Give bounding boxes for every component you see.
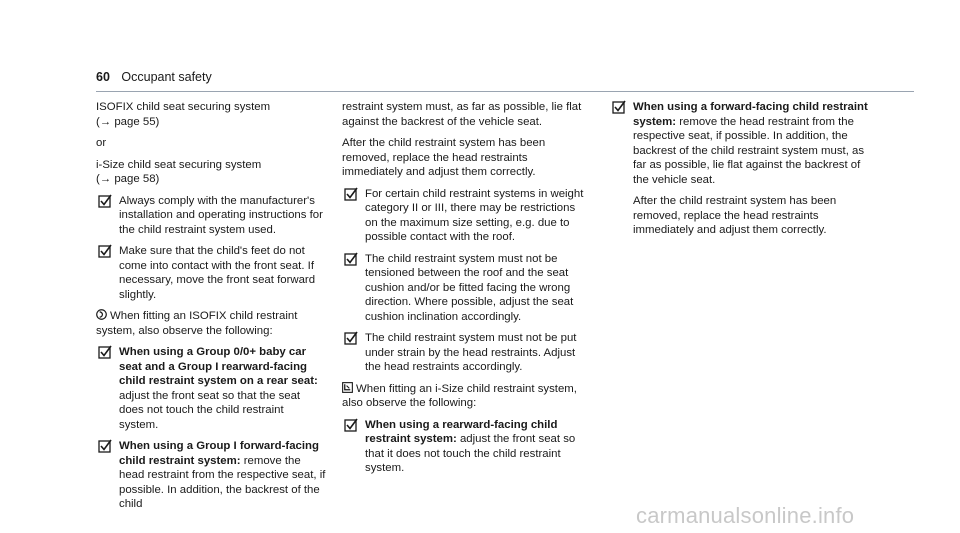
isize-note [342, 382, 590, 411]
isofix-reference [96, 100, 326, 129]
checkbox-icon [98, 345, 112, 359]
list-item [342, 331, 590, 375]
checkbox-icon [344, 331, 358, 345]
isofix-note [96, 309, 326, 338]
item-text: adjust the front seat so that it does not touch the child restraint system. [365, 433, 576, 474]
item-text: Always comply with the manufacturer's installation and operating instructions for the child restraint system used. [119, 194, 323, 236]
isize-icon [342, 382, 353, 393]
item-text: adjust the front seat so that the seat does not touch the child restraint system. [119, 389, 301, 431]
after-removal-text: After the child restraint system has been removed, replace the head restraints immediately and adjust them correctly. [342, 137, 546, 178]
item-text: remove the head restraint from the respective seat, if possible. In addition, the backrest of the child [119, 454, 326, 510]
after-removal-text: After the child restraint system has been removed, replace the head restraints immediately and adjust them correctly. [633, 195, 837, 236]
item-text: remove the head restraint from the respective seat, if possible. In addition, the backrest of the child restraint system must, as far as possible, lie flat against the backrest of the vehicle seat. [633, 115, 865, 186]
item-heading: When using a Group I forward-facing child restraint system: [119, 440, 319, 467]
watermark: carmanualsonline.info [636, 503, 855, 528]
isize-reference [96, 158, 326, 187]
list-item [610, 100, 870, 187]
page-header [96, 70, 212, 84]
page-55-link[interactable]: (→ page 55) [96, 115, 160, 128]
item-heading: When using a Group 0/0+ baby car seat and a Group I rearward-facing child restraint system on a rear seat: [119, 346, 318, 387]
checkbox-icon [344, 187, 358, 201]
item-text: For certain child restraint systems in weight category II or III, there may be restrictions on the maximum size setting, e.g. due to possible contact with the roof. [365, 187, 584, 243]
column-1 [96, 100, 326, 519]
note-text: When fitting an i-Size child restraint system, also observe the following: [342, 382, 577, 409]
note-text: When fitting an ISOFIX child restraint system, also observe the following: [96, 310, 298, 337]
isize-system-text: i-Size child seat securing system [96, 158, 262, 171]
header-divider [96, 91, 914, 92]
item-heading: When using a rearward-facing child restraint system: [365, 418, 558, 445]
checkbox-icon [344, 418, 358, 432]
column-3 [610, 100, 870, 245]
checkbox-icon [612, 100, 626, 114]
or-text: or [96, 137, 107, 149]
item-text: Make sure that the child's feet do not come into contact with the front seat. If necessary, move the front seat forward slightly. [119, 245, 316, 301]
item-text: The child restraint system must not be tensioned between the roof and the seat cushion and/or be fitted facing the wrong direction. Where possible, adjust the seat cushion inclination accordingly. [365, 252, 574, 323]
checkbox-icon [98, 244, 112, 258]
checkbox-icon [98, 194, 112, 208]
section-title: Occupant safety [121, 70, 212, 84]
list-item [96, 439, 326, 512]
continued-text: restraint system must, as far as possible, lie flat against the backrest of the vehicle seat. [342, 101, 582, 128]
list-item [342, 418, 590, 476]
column-2 [342, 100, 590, 483]
checkbox-icon [98, 439, 112, 453]
isofix-system-text: ISOFIX child seat securing system [96, 101, 271, 113]
list-item [96, 194, 326, 238]
item-heading: When using a forward-facing child restraint system: [633, 101, 868, 128]
list-item [342, 187, 590, 245]
item-text: The child restraint system must not be put under strain by the head restraints. Adjust the head restraints accordingly. [365, 332, 577, 373]
list-item [342, 252, 590, 325]
page-number: 60 [96, 70, 110, 84]
list-item [96, 345, 326, 432]
checkbox-icon [344, 252, 358, 266]
list-item [96, 244, 326, 302]
page-58-link[interactable]: (→ page 58) [96, 173, 160, 185]
isofix-icon [96, 309, 107, 320]
